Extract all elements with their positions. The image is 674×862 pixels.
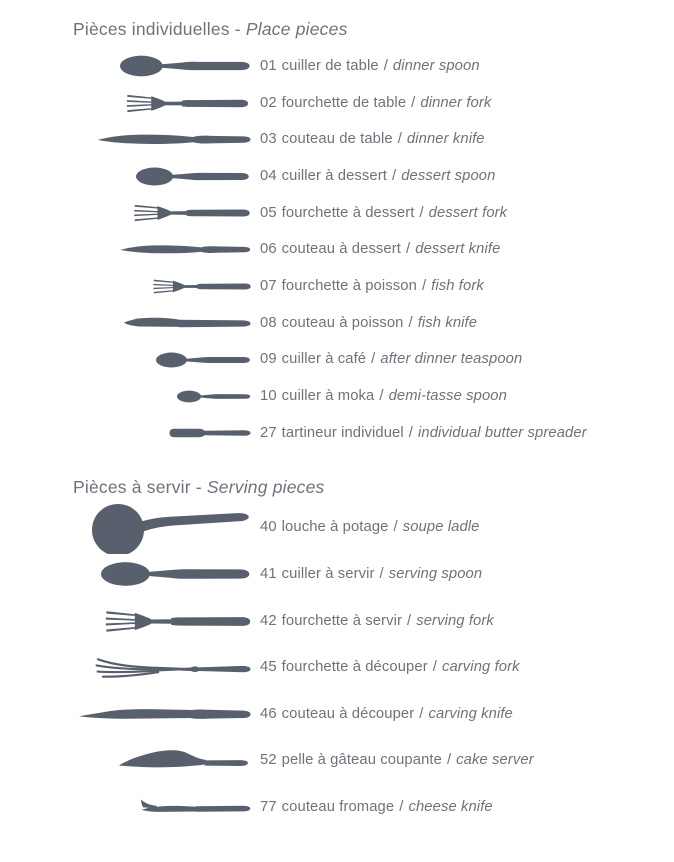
item-code: 02 (260, 94, 277, 111)
item-separator: / (432, 659, 437, 676)
item-separator: / (406, 241, 411, 258)
item-name-fr: couteau à découper (281, 705, 415, 722)
item-code: 04 (260, 168, 277, 184)
silhouette-cell (73, 609, 251, 634)
item-label (251, 660, 520, 675)
item-name-fr: tartineur individuel (281, 424, 404, 441)
section-title-serving-pieces (73, 474, 674, 500)
soup-ladle-icon (90, 501, 251, 554)
item-name-en: demi-tasse spoon (388, 388, 507, 405)
silhouette-cell (73, 428, 251, 438)
item-separator: / (408, 424, 413, 441)
item-code: 06 (260, 241, 277, 258)
item-separator: / (392, 168, 397, 184)
item-label (251, 707, 513, 722)
demi-tasse-spoon-icon (177, 390, 251, 403)
row-demi-tasse-spoon (73, 378, 674, 415)
item-separator: / (383, 57, 388, 74)
fish-fork-icon (153, 278, 251, 295)
item-label (251, 753, 534, 768)
item-name-en: dessert knife (415, 241, 501, 258)
silhouette-cell (73, 203, 251, 223)
item-label (251, 242, 500, 257)
item-label (251, 96, 491, 111)
item-name-fr: louche à potage (281, 519, 389, 536)
serving-fork-icon (105, 609, 251, 634)
cake-server-icon (114, 748, 251, 774)
item-name-en: dessert fork (428, 204, 508, 221)
item-separator: / (408, 314, 413, 331)
place-pieces-list (73, 48, 674, 452)
carving-fork-icon (95, 657, 251, 679)
silhouette-cell (73, 352, 251, 368)
item-label (251, 800, 493, 815)
item-label (251, 132, 485, 147)
item-name-en: dessert spoon (401, 168, 496, 184)
silhouette-cell (73, 707, 251, 722)
item-name-fr: fourchette à servir (281, 612, 402, 629)
row-serving-spoon (73, 551, 674, 598)
carving-knife-icon (79, 707, 251, 722)
item-name-en: dinner spoon (392, 57, 480, 74)
item-code: 45 (260, 659, 277, 676)
row-carving-knife (73, 691, 674, 738)
silhouette-cell (73, 167, 251, 186)
item-label (251, 520, 480, 535)
item-separator: / (407, 612, 412, 629)
item-name-fr: cuiller à café (281, 351, 367, 368)
row-dessert-knife (73, 231, 674, 268)
item-label (251, 389, 507, 404)
row-dinner-fork (73, 85, 674, 122)
item-code: 52 (260, 752, 277, 769)
section-title-separator: - (190, 476, 207, 497)
section-title-place-pieces (73, 16, 674, 42)
item-code: 09 (260, 351, 277, 368)
item-name-en: cheese knife (408, 799, 493, 816)
item-name-fr: couteau de table (281, 131, 393, 148)
item-name-en: carving fork (441, 659, 520, 676)
item-name-fr: fourchette de table (281, 94, 407, 111)
dessert-spoon-icon (135, 167, 251, 186)
item-name-fr: cuiller de table (281, 57, 379, 74)
silhouette-cell (73, 390, 251, 403)
item-code: 46 (260, 705, 277, 722)
row-cake-server (73, 738, 674, 785)
item-separator: / (379, 388, 384, 405)
dessert-fork-icon (133, 203, 251, 223)
item-label (251, 316, 477, 331)
silhouette-cell (73, 133, 251, 146)
item-code: 05 (260, 204, 277, 221)
item-name-en: dinner fork (420, 94, 492, 111)
row-dessert-fork (73, 195, 674, 232)
item-separator: / (421, 278, 427, 295)
item-name-en: fish fork (431, 278, 484, 295)
item-label (251, 206, 507, 221)
item-separator: / (419, 204, 424, 221)
row-dinner-knife (73, 121, 674, 158)
serving-pieces-list (73, 505, 674, 831)
item-code: 77 (260, 799, 277, 816)
item-name-en: fish knife (417, 314, 478, 331)
item-name-en: serving fork (416, 612, 494, 629)
silhouette-cell (73, 278, 251, 295)
item-separator: / (379, 566, 384, 583)
item-name-fr: fourchette à dessert (281, 204, 415, 221)
item-code: 40 (260, 519, 277, 536)
row-fish-fork (73, 268, 674, 305)
section-title-separator: - (229, 19, 246, 39)
section-title-fr: Pièces individuelles (73, 19, 230, 39)
item-separator: / (411, 94, 416, 111)
item-label (251, 614, 494, 629)
row-fish-knife (73, 305, 674, 342)
serving-spoon-icon (101, 560, 251, 588)
item-name-en: soupe ladle (402, 519, 480, 536)
item-name-en: dinner knife (406, 131, 485, 148)
row-cheese-knife (73, 784, 674, 831)
item-code: 41 (260, 566, 277, 583)
item-label (251, 352, 522, 367)
row-carving-fork (73, 644, 674, 691)
item-separator: / (397, 131, 402, 148)
item-name-fr: cuiller à dessert (281, 168, 387, 184)
dinner-knife-icon (98, 133, 251, 146)
item-name-fr: fourchette à poisson (281, 278, 417, 295)
item-label (251, 169, 495, 184)
item-separator: / (419, 705, 424, 722)
item-code: 10 (260, 388, 277, 405)
item-name-fr: couteau à poisson (281, 314, 404, 331)
item-code: 07 (260, 278, 277, 295)
item-label (251, 279, 484, 294)
section-serving-pieces (73, 474, 674, 831)
silhouette-cell (73, 501, 251, 554)
butter-spreader-icon (169, 428, 251, 438)
silhouette-cell (73, 55, 251, 77)
silhouette-cell (73, 560, 251, 588)
item-label (251, 426, 587, 441)
dinner-spoon-icon (120, 55, 251, 77)
row-serving-fork (73, 598, 674, 645)
item-name-fr: pelle à gâteau coupante (281, 752, 442, 769)
fish-knife-icon (123, 317, 251, 330)
item-separator: / (371, 351, 376, 368)
row-butter-spreader (73, 415, 674, 452)
item-name-fr: couteau fromage (281, 799, 395, 816)
teaspoon-icon (156, 352, 251, 368)
item-name-en: carving knife (428, 705, 513, 722)
row-dessert-spoon (73, 158, 674, 195)
item-separator: / (399, 799, 404, 816)
item-code: 01 (260, 57, 277, 74)
section-title-fr: Pièces à servir (73, 476, 191, 497)
item-code: 42 (260, 612, 277, 629)
item-name-en: cake server (456, 752, 534, 769)
item-name-en: individual butter spreader (417, 424, 587, 441)
item-separator: / (393, 519, 398, 536)
item-code: 08 (260, 314, 277, 331)
row-dinner-spoon (73, 48, 674, 85)
silhouette-cell (73, 748, 251, 774)
item-name-fr: cuiller à servir (281, 566, 375, 583)
item-name-fr: cuiller à moka (281, 388, 375, 405)
item-name-fr: couteau à dessert (281, 241, 402, 258)
item-code: 03 (260, 131, 277, 148)
section-title-en: Serving pieces (206, 476, 325, 497)
item-name-fr: fourchette à découper (281, 659, 428, 676)
section-place-pieces (73, 16, 674, 452)
item-label (251, 567, 482, 582)
item-name-en: serving spoon (388, 566, 483, 583)
section-title-en: Place pieces (245, 19, 348, 39)
silhouette-cell (73, 244, 251, 255)
silhouette-cell (73, 93, 251, 114)
row-soup-ladle (73, 505, 674, 552)
silhouette-cell (73, 317, 251, 330)
dessert-knife-icon (120, 244, 251, 255)
dinner-fork-icon (124, 93, 251, 114)
row-teaspoon (73, 342, 674, 379)
item-label (251, 59, 480, 74)
item-separator: / (446, 752, 452, 769)
item-name-en: after dinner teaspoon (380, 351, 523, 368)
item-code: 27 (260, 424, 277, 441)
cheese-knife-icon (139, 799, 251, 816)
silhouette-cell (73, 657, 251, 679)
silhouette-cell (73, 799, 251, 816)
